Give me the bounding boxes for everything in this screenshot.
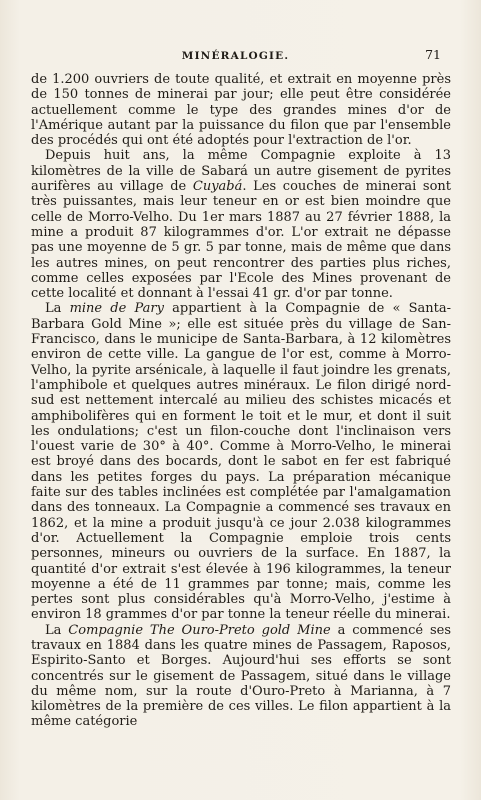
page-number: 71 bbox=[425, 47, 441, 62]
running-title: MINÉRALOGIE. bbox=[181, 50, 290, 62]
text-segment: Depuis huit ans, la même Compagnie exploite à 13 kilomètres de la ville de Sabará un autre gisement de pyrites aurifères au village de bbox=[31, 148, 451, 195]
page-body bbox=[31, 72, 451, 730]
paragraph bbox=[31, 148, 451, 301]
text-segment: La bbox=[45, 622, 69, 638]
text-segment: . Les couches de minerai sont très puissantes, mais leur teneur en or est bien moindre que celle de Morro-Velho. Du 1er mars 1887 au 27 février 1888, la mine a produit 87 kilogrammes d'or. L'or extrait ne dépasse pas une moyenne de 5 gr. 5 par tonne, mais de même que dans les autres mines, on peut rencontrer des parties plus riches, comme celles exposées par l'Ecole des Mines provenant de cette localité et donnant à l'essai 41 gr. d'or par tonne. bbox=[31, 179, 451, 302]
text-segment: La bbox=[45, 301, 70, 317]
text-segment: a commencé ses travaux en 1884 dans les quatre mines de Passagem, Raposos, Espirito-Santo et Borges. Aujourd'hui ses efforts se sont concentrés sur le gisement de Passagem, situé dans le village du même nom, sur la route d'Ouro-Preto à Marianna, à 7 kilomètres de la première de ces villes. Le filon appartient à la même catégorie bbox=[31, 622, 451, 730]
paragraph bbox=[31, 301, 451, 622]
mine-name-pary: mine de Pary bbox=[69, 301, 164, 317]
paragraph bbox=[31, 72, 451, 148]
running-header bbox=[30, 47, 441, 70]
text-segment: de 1.200 ouvriers de toute qualité, et extrait en moyenne près de 150 tonnes de minerai par jour; elle peut être considérée actuellement comme le type des grandes mines d'or de l'Amérique autant par la puissance du filon que par l'ensemble des procédés qui ont été adoptés pour l'extraction de l'or. bbox=[31, 72, 451, 149]
company-name-ouro-preto: Compagnie The Ouro-Preto gold Mine bbox=[68, 622, 331, 638]
text-segment: appartient à la Compagnie de « Santa-Barbara Gold Mine »; elle est située près du village de San-Francisco, dans le municipe de Santa-Barbara, à 12 kilomètres environ de cette ville. La gangue de l'or est, comme à Morro-Velho, la pyrite arsénicale, à laquelle il faut joindre les grenats, l'amphibole et quelques autres minéraux. Le filon dirigé nord-sud est nettement intercalé au milieu des schistes micacés et amphibolifères qui en forment le toit et le mur, et dont il suit les ondulations; c'est un filon-couche dont l'inclinaison vers l'ouest varie de 30° à 40°. Comme à Morro-Velho, le minerai est broyé dans des bocards, dont le sabot en fer est fabriqué dans les petites forges du pays. La préparation mécanique faite sur des tables inclinées est complétée par l'amalgamation dans des tonneaux. La Compagnie a commencé ses travaux en 1862, et la mine a produit jusqu'à ce jour 2.038 kilogrammes d'or. Actuellement la Compagnie emploie trois cents personnes, mineurs ou ouvriers de la surface. En 1887, la quantité d'or extrait s'est élevée à 196 kilogrammes, la teneur moyenne a été de 11 grammes par tonne; mais, comme les pertes sont plus considérables qu'à Morro-Velho, j'estime à environ 18 grammes d'or par tonne la teneur réelle du minerai. bbox=[31, 301, 451, 623]
place-name-cuyaba: Cuyabá bbox=[192, 179, 243, 195]
paragraph bbox=[31, 623, 451, 730]
